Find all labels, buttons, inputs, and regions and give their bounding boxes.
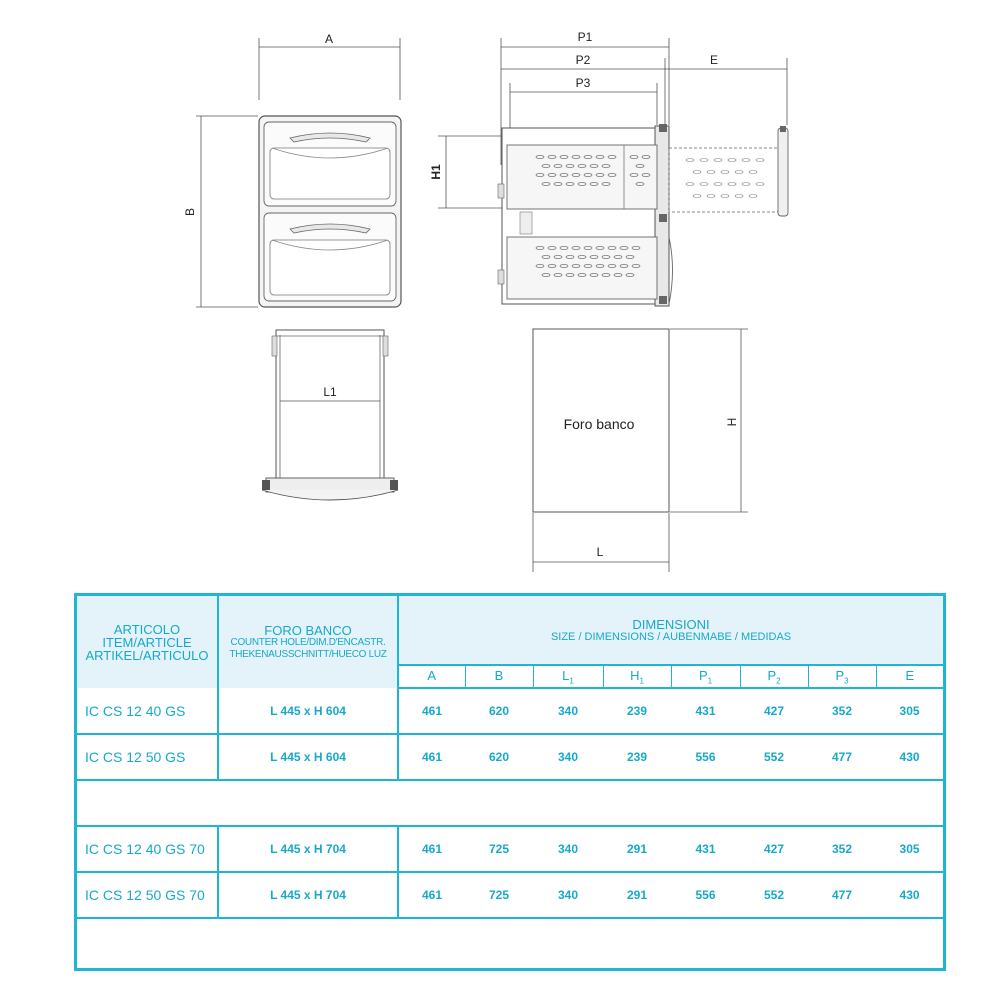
cell-p1: 556	[671, 734, 740, 780]
dim-h1-label: H1	[429, 164, 443, 180]
cell-p3: 352	[808, 688, 876, 734]
row-item: IC CS 12 40 GS	[77, 688, 218, 734]
cell-b: 725	[465, 826, 533, 872]
dim-l1-label: L1	[323, 385, 337, 399]
col-head-l1: $L_1$	[533, 665, 603, 688]
cell-e: 305	[876, 826, 943, 872]
cell-a: 461	[398, 826, 465, 872]
cell-p2: 427	[740, 688, 808, 734]
cell-h1: 291	[603, 826, 671, 872]
dim-h-label: H	[725, 417, 739, 427]
cell-h1: 291	[603, 872, 671, 918]
cell-p1: 431	[671, 826, 740, 872]
col-head-p2: $P_2$	[740, 665, 808, 688]
dim-p2-label: P2	[575, 53, 591, 67]
blank-row	[77, 780, 943, 826]
counter-hole-view	[533, 329, 748, 572]
header-counter-hole-en: COUNTER HOLE/DIM.D'ENCASTR.	[230, 636, 386, 648]
table-row	[77, 688, 943, 734]
cell-p1: 431	[671, 688, 740, 734]
dim-p3-label: P3	[575, 76, 591, 90]
header-dimensions-it: DIMENSIONI	[632, 616, 710, 632]
blank-row	[77, 918, 943, 963]
col-head-p1: $P_1$	[671, 665, 740, 688]
header-counter-hole-it: FORO BANCO	[264, 622, 352, 638]
cell-e: 430	[876, 734, 943, 780]
dim-a-label: A	[324, 32, 334, 46]
row-hole: L 445 x H 604	[218, 734, 398, 780]
cell-l1: 340	[533, 734, 603, 780]
header-counter-hole-de: THEKENAUSSCHNITT/HUECO LUZ	[229, 648, 387, 660]
cell-b: 620	[465, 688, 533, 734]
col-head-b: B	[465, 665, 533, 688]
cell-l1: 340	[533, 688, 603, 734]
header-article-de: ARTIKEL/ARTICULO	[85, 647, 209, 663]
dimensions-table	[77, 596, 943, 963]
cell-p3: 352	[808, 826, 876, 872]
row-hole: L 445 x H 704	[218, 826, 398, 872]
cell-p3: 477	[808, 872, 876, 918]
spec-table	[74, 593, 946, 971]
header-dimensions	[398, 596, 943, 665]
header-article-en: ITEM/ARTICLE	[102, 634, 192, 650]
cell-p2: 427	[740, 826, 808, 872]
table-row	[77, 826, 943, 872]
dim-l-label: L	[596, 545, 604, 559]
side-view	[429, 30, 788, 306]
cell-a: 461	[398, 872, 465, 918]
top-view	[262, 330, 398, 500]
cell-b: 725	[465, 872, 533, 918]
header-article-it: ARTICOLO	[113, 621, 181, 637]
dim-e-label: E	[709, 53, 719, 67]
cell-p3: 477	[808, 734, 876, 780]
row-item: IC CS 12 50 GS	[77, 734, 218, 780]
header-article	[77, 596, 218, 688]
col-head-h1: $H_1$	[603, 665, 671, 688]
row-item: IC CS 12 50 GS 70	[77, 872, 218, 918]
col-head-p3: $P_3$	[808, 665, 876, 688]
table-row	[77, 734, 943, 780]
counter-hole-label: Foro banco	[563, 416, 635, 432]
cell-l1: 340	[533, 826, 603, 872]
cell-h1: 239	[603, 688, 671, 734]
cell-a: 461	[398, 734, 465, 780]
table-row	[77, 872, 943, 918]
cell-p2: 552	[740, 734, 808, 780]
front-view	[183, 32, 401, 307]
cell-p1: 556	[671, 872, 740, 918]
cell-h1: 239	[603, 734, 671, 780]
cell-e: 305	[876, 688, 943, 734]
table-header-row	[77, 596, 943, 665]
dim-b-label: B	[183, 207, 197, 217]
cell-a: 461	[398, 688, 465, 734]
col-head-a: A	[398, 665, 465, 688]
row-item: IC CS 12 40 GS 70	[77, 826, 218, 872]
header-counter-hole	[218, 596, 398, 688]
dim-p1-label: P1	[577, 30, 593, 44]
row-hole: L 445 x H 704	[218, 872, 398, 918]
cell-l1: 340	[533, 872, 603, 918]
row-hole: L 445 x H 604	[218, 688, 398, 734]
cell-e: 430	[876, 872, 943, 918]
cell-b: 620	[465, 734, 533, 780]
header-dimensions-multi: SIZE / DIMENSIONS / AUBENMABE / MEDIDAS	[550, 630, 792, 643]
cell-p2: 552	[740, 872, 808, 918]
col-head-e: E	[876, 665, 943, 688]
